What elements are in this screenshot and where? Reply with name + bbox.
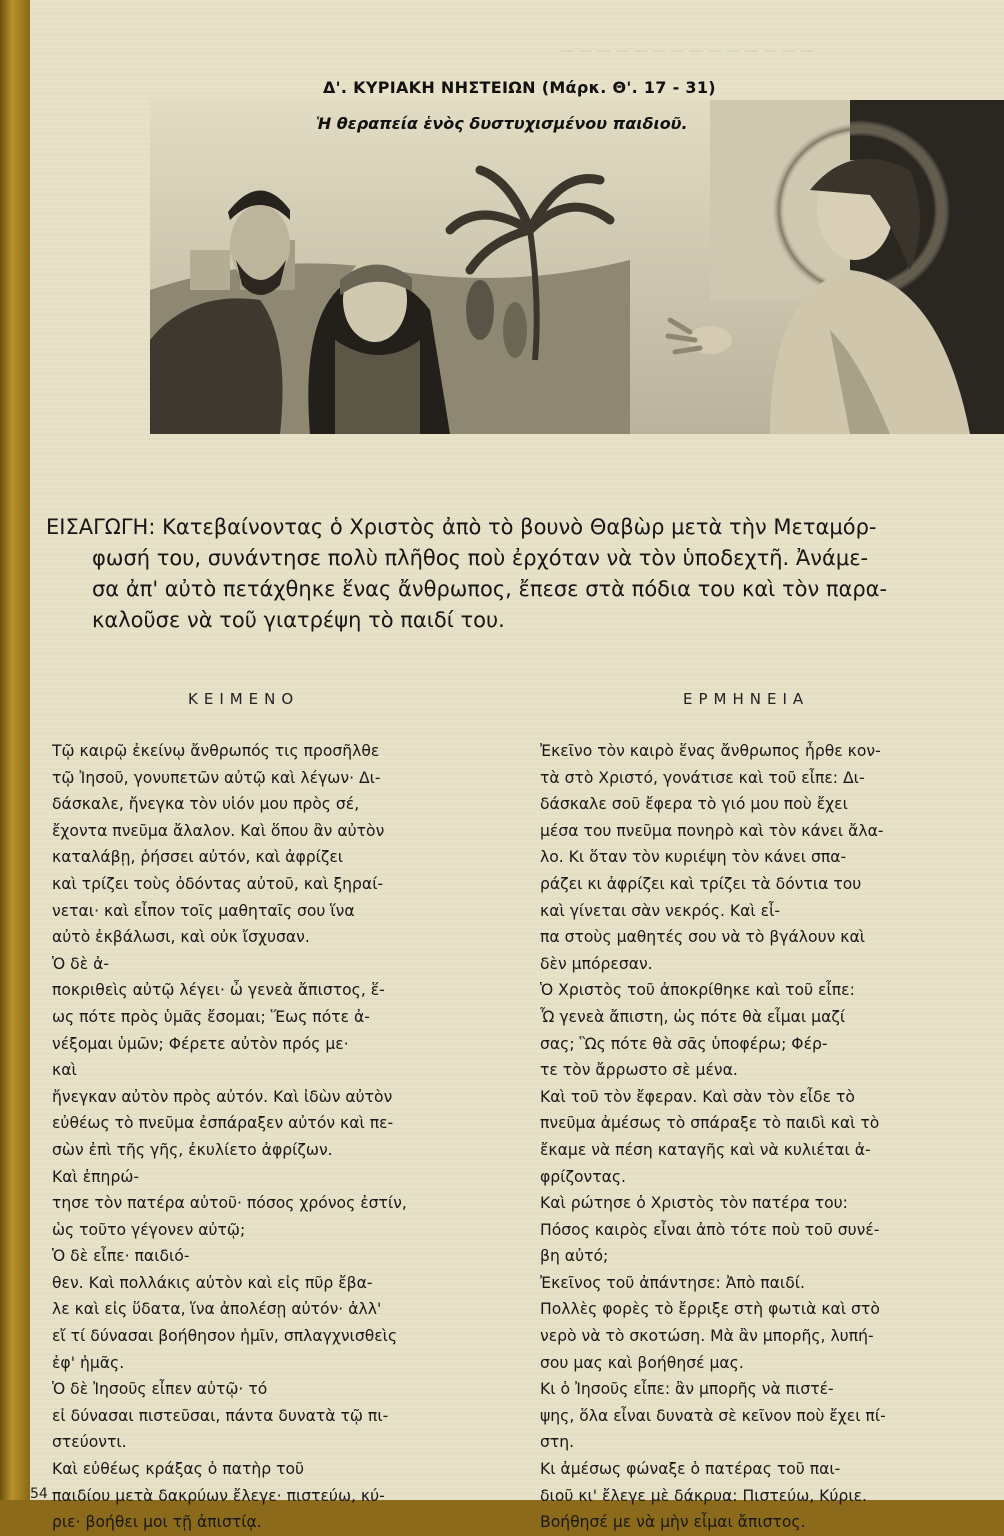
text-line: Κι ὁ Ἰησοῦς εἶπε: ἂν μπορῆς νὰ πιστέ- [540,1380,834,1399]
page-subtitle: Ἡ θεραπεία ἑνὸς δυστυχισμένου παιδιοῦ. [316,114,688,133]
text-line: τησε τὸν πατέρα αὐτοῦ· πόσος χρόνος ἐστίν, [52,1194,407,1213]
text-line: Ὁ δὲ Ἰησοῦς εἶπεν αὐτῷ· τό [52,1380,268,1399]
text-line: τὰ στὸ Χριστό, γονάτισε καὶ τοῦ εἶπε: Δι- [540,768,865,787]
text-line: στεύοντι. [52,1433,127,1452]
text-line: Καὶ εὐθέως κράξας ὁ πατὴρ τοῦ [52,1460,305,1479]
text-line: λο. Κι ὅταν τὸν κυριέψη τὸν κάνει σπα- [540,848,847,867]
text-line: Καὶ ρώτησε ὁ Χριστὸς τὸν πατέρα του: [540,1194,848,1213]
text-line: ως πότε πρὸς ὑμᾶς ἔσομαι; Ἕως πότε ἀ- [52,1007,370,1026]
text-line: λε καὶ εἰς ὕδατα, ἵνα ἀπολέσῃ αὐτόν· ἀλλ' [52,1300,382,1319]
text-line: σας; Ὣς πότε θὰ σᾶς ὑποφέρω; Φέρ- [540,1034,828,1053]
text-line: καὶ [52,1061,77,1080]
text-line: βη αὐτό; [540,1247,609,1266]
text-line: διοῦ κι' ἔλεγε μὲ δάκρυα: Πιστεύω, Κύριε. [540,1486,867,1505]
text-line: τε τὸν ἄρρωστο σὲ μένα. [540,1061,738,1080]
text-line: θεν. Καὶ πολλάκις αὐτὸν καὶ εἰς πῦρ ἔβα- [52,1273,373,1292]
text-line: ὡς τοῦτο γέγονεν αὐτῷ; [52,1220,246,1239]
introduction-paragraph [46,512,986,636]
text-line: νερὸ νὰ τὸ σκοτώση. Μὰ ἂν μπορῆς, λυπή- [540,1327,874,1346]
text-line: ψης, ὅλα εἶναι δυνατὰ σὲ κεῖνον ποὺ ἔχει πί- [540,1406,886,1425]
text-line: ἔκαμε νὰ πέση καταγῆς καὶ νὰ κυλιέται ἀ- [540,1140,871,1159]
text-line: πα στοὺς μαθητές σου νὰ τὸ βγάλουν καὶ [540,928,866,947]
translation-text-column [540,738,992,1536]
text-line: καταλάβῃ, ῥήσσει αὐτόν, καὶ ἀφρίζει [52,848,344,867]
text-line: ἤνεγκαν αὐτὸν πρὸς αὐτόν. Καὶ ἰδὼν αὐτὸν [52,1087,393,1106]
text-line: δὲν μπόρεσαν. [540,954,653,973]
text-line: παιδίου μετὰ δακρύων ἔλεγε· πιστεύω, κύ- [52,1486,385,1505]
text-line: μέσα του πνεῦμα πονηρὸ καὶ τὸν κάνει ἄλα- [540,821,884,840]
bleed-through-texture: — — — — — — — — — — — — — — [560,43,814,59]
text-line: ράζει κι ἀφρίζει καὶ τρίζει τὰ δόντια του [540,874,862,893]
page-number: 54 [30,1486,48,1502]
text-line: πνεῦμα ἀμέσως τὸ σπάραξε τὸ παιδὶ καὶ τὸ [540,1114,880,1133]
intro-line: καλοῦσε νὰ τοῦ γιατρέψη τὸ παιδί του. [92,608,505,632]
intro-line: σα ἀπ' αὐτὸ πετάχθηκε ἕνας ἄνθρωπος, ἔπεσε στὰ πόδια του καὶ τὸν παρα- [92,577,888,601]
text-line: δάσκαλε, ἤνεγκα τὸν υἱόν μου πρὸς σέ, [52,795,360,814]
text-line: Τῷ καιρῷ ἐκείνῳ ἄνθρωπός τις προσῆλθε [52,742,380,760]
text-line: Καὶ ἐπηρώ- [52,1167,140,1186]
text-line: Ὁ δὲ εἶπε· παιδιό- [52,1247,190,1266]
text-line: καὶ γίνεται σὰν νεκρός. Καὶ εἶ- [540,901,780,920]
text-line: στη. [540,1433,575,1452]
text-line: σὼν ἐπὶ τῆς γῆς, ἐκυλίετο ἀφρίζων. [52,1140,333,1159]
illustration-christ-healing [150,100,1004,434]
right-column-title: ΕΡΜΗΝΕΙΑ [683,690,810,708]
text-line: αὐτὸ ἐκβάλωσι, καὶ οὐκ ἴσχυσαν. [52,928,310,947]
text-line: δάσκαλε σοῦ ἔφερα τὸ γιό μου ποὺ ἔχει [540,795,848,814]
text-line: ριε· βοήθει μοι τῇ ἀπιστίᾳ. [52,1513,262,1532]
text-line: καὶ τρίζει τοὺς ὀδόντας αὐτοῦ, καὶ ξηραί- [52,874,384,893]
text-line: σου μας καὶ βοήθησέ μας. [540,1353,744,1372]
page-title: Δ'. ΚΥΡΙΑΚΗ ΝΗΣΤΕΙΩΝ (Μάρκ. Θ'. 17 - 31) [323,78,716,97]
text-line: εἴ τί δύνασαι βοήθησον ἡμῖν, σπλαγχνισθεὶς [52,1327,398,1346]
left-column-title: ΚΕΙΜΕΝΟ [188,690,300,708]
text-line: Ἐκεῖνος τοῦ ἀπάντησε: Ἀπὸ παιδί. [540,1273,805,1292]
text-line: ἔχοντα πνεῦμα ἄλαλον. Καὶ ὅπου ἂν αὐτὸν [52,821,385,840]
text-line: Κι ἀμέσως φώναξε ὁ πατέρας τοῦ παι- [540,1460,841,1479]
text-line: εὐθέως τὸ πνεῦμα ἐσπάραξεν αὐτόν καὶ πε- [52,1114,394,1133]
text-line: νεται· καὶ εἶπον τοῖς μαθηταῖς σου ἵνα [52,901,355,920]
text-line: νέξομαι ὑμῶν; Φέρετε αὐτὸν πρός με· [52,1034,349,1053]
text-line: ποκριθεὶς αὐτῷ λέγει· ὦ γενεὰ ἄπιστος, ἕ- [52,981,385,1000]
intro-line: φωσή του, συνάντησε πολὺ πλῆθος ποὺ ἐρχόταν νὰ τὸν ὑποδεχτῆ. Ἀνάμε- [92,546,869,570]
text-line: εἰ δύνασαι πιστεῦσαι, πάντα δυνατὰ τῷ πι- [52,1406,389,1425]
text-line: φρίζοντας. [540,1167,626,1186]
text-line: Ὁ δὲ ἀ- [52,954,110,973]
text-line: Ὁ Χριστὸς τοῦ ἀποκρίθηκε καὶ τοῦ εἶπε: [540,981,855,1000]
book-binding [0,0,30,1500]
intro-line: ΕΙΣΑΓΩΓΗ: Κατεβαίνοντας ὁ Χριστὸς ἀπὸ τὸ βουνὸ Θαβὼρ μετὰ τὴν Μεταμόρ- [46,515,877,539]
text-line: τῷ Ἰησοῦ, γονυπετῶν αὐτῷ καὶ λέγων· Δι- [52,768,381,787]
text-line: Πολλὲς φορὲς τὸ ἔρριξε στὴ φωτιὰ καὶ στὸ [540,1300,880,1319]
text-line: Βοήθησέ με νὰ μὴν εἶμαι ἄπιστος. [540,1513,806,1532]
text-line: Πόσος καιρὸς εἶναι ἀπὸ τότε ποὺ τοῦ συνέ- [540,1220,880,1239]
text-line: Καὶ τοῦ τὸν ἔφεραν. Καὶ σὰν τὸν εἶδε τὸ [540,1087,855,1106]
text-line: ἐφ' ἡμᾶς. [52,1353,125,1372]
text-line: Ἐκεῖνο τὸν καιρὸ ἕνας ἄνθρωπος ἦρθε κον- [540,742,881,760]
text-line: Ὦ γενεὰ ἄπιστη, ὡς πότε θὰ εἶμαι μαζί [540,1007,846,1026]
original-text-column [52,738,504,1536]
